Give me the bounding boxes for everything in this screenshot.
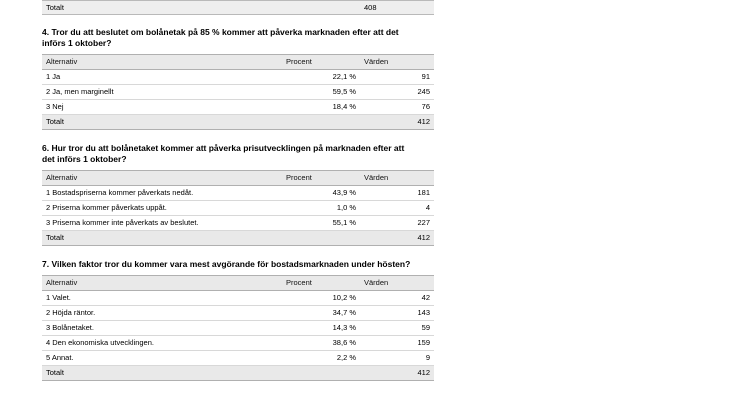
cell-percent: 2,2 % (282, 351, 360, 366)
cell-alternative: 2 Ja, men marginellt (42, 85, 282, 100)
cell-alternative: 2 Priserna kommer påverkats uppåt. (42, 201, 282, 216)
cell-value: 42 (360, 291, 434, 306)
column-header-values: Värden (360, 276, 434, 291)
table-body (42, 186, 434, 231)
total-percent (282, 366, 360, 381)
cell-percent: 59,5 % (282, 85, 360, 100)
table-header-row (42, 171, 434, 186)
table-total-row (42, 115, 434, 130)
partial-total-percent (282, 1, 360, 15)
total-value: 412 (360, 115, 434, 130)
cell-value: 59 (360, 321, 434, 336)
table-row (42, 336, 434, 351)
survey-block-7 (42, 259, 430, 381)
cell-alternative: 2 Höjda räntor. (42, 306, 282, 321)
cell-value: 143 (360, 306, 434, 321)
total-percent (282, 115, 360, 130)
table-header-row (42, 276, 434, 291)
document-content (42, 0, 430, 381)
table-total-row (42, 366, 434, 381)
cell-percent: 34,7 % (282, 306, 360, 321)
cell-percent: 10,2 % (282, 291, 360, 306)
total-label: Totalt (42, 366, 282, 381)
cell-percent: 38,6 % (282, 336, 360, 351)
cell-alternative: 3 Nej (42, 100, 282, 115)
survey-block-4 (42, 27, 430, 130)
cell-percent: 22,1 % (282, 70, 360, 85)
survey-block-6 (42, 143, 430, 246)
partial-total-label: Totalt (42, 1, 282, 15)
table-header (42, 55, 434, 70)
total-value: 412 (360, 366, 434, 381)
table-header (42, 276, 434, 291)
cell-value: 4 (360, 201, 434, 216)
cell-value: 76 (360, 100, 434, 115)
table-row (42, 1, 434, 15)
table-row (42, 70, 434, 85)
total-value: 412 (360, 231, 434, 246)
partial-table-fragment (42, 0, 434, 15)
table-row (42, 216, 434, 231)
survey-table-4 (42, 54, 434, 130)
partial-total-value: 408 (360, 1, 434, 15)
cell-value: 227 (360, 216, 434, 231)
question-heading-7: 7. Vilken faktor tror du kommer vara mest avgörande för bostadsmarknaden under hösten? (42, 259, 411, 269)
cell-percent: 55,1 % (282, 216, 360, 231)
column-header-percent: Procent (282, 171, 360, 186)
cell-value: 91 (360, 70, 434, 85)
cell-alternative: 1 Ja (42, 70, 282, 85)
cell-value: 181 (360, 186, 434, 201)
column-header-values: Värden (360, 55, 434, 70)
total-label: Totalt (42, 115, 282, 130)
column-header-alternative: Alternativ (42, 55, 282, 70)
survey-table-6 (42, 170, 434, 246)
table-body (42, 70, 434, 115)
table-row (42, 201, 434, 216)
cell-alternative: 1 Bostadspriserna kommer påverkats nedåt. (42, 186, 282, 201)
table-footer (42, 231, 434, 246)
column-header-percent: Procent (282, 55, 360, 70)
table-header (42, 171, 434, 186)
table-row (42, 85, 434, 100)
total-percent (282, 231, 360, 246)
table-footer (42, 115, 434, 130)
cell-percent: 14,3 % (282, 321, 360, 336)
cell-alternative: 5 Annat. (42, 351, 282, 366)
table-footer (42, 366, 434, 381)
total-label: Totalt (42, 231, 282, 246)
column-header-values: Värden (360, 171, 434, 186)
cell-percent: 18,4 % (282, 100, 360, 115)
table-header-row (42, 55, 434, 70)
cell-value: 245 (360, 85, 434, 100)
survey-table-7 (42, 275, 434, 381)
column-header-alternative: Alternativ (42, 276, 282, 291)
question-heading-6: 6. Hur tror du att bolånetaket kommer att påverka prisutvecklingen på marknaden efter att det införs 1 oktober? (42, 143, 405, 164)
cell-alternative: 1 Valet. (42, 291, 282, 306)
table-body (42, 291, 434, 366)
table-row (42, 351, 434, 366)
column-header-percent: Procent (282, 276, 360, 291)
table-row (42, 321, 434, 336)
cell-percent: 1,0 % (282, 201, 360, 216)
question-heading-4: 4. Tror du att beslutet om bolånetak på 85 % kommer att påverka marknaden efter att det införs 1 oktober? (42, 27, 399, 48)
cell-value: 9 (360, 351, 434, 366)
table-row (42, 186, 434, 201)
cell-alternative: 3 Bolånetaket. (42, 321, 282, 336)
cell-value: 159 (360, 336, 434, 351)
table-row (42, 291, 434, 306)
column-header-alternative: Alternativ (42, 171, 282, 186)
table-total-row (42, 231, 434, 246)
cell-alternative: 3 Priserna kommer inte påverkats av beslutet. (42, 216, 282, 231)
table-row (42, 306, 434, 321)
cell-alternative: 4 Den ekonomiska utvecklingen. (42, 336, 282, 351)
cell-percent: 43,9 % (282, 186, 360, 201)
table-row (42, 100, 434, 115)
